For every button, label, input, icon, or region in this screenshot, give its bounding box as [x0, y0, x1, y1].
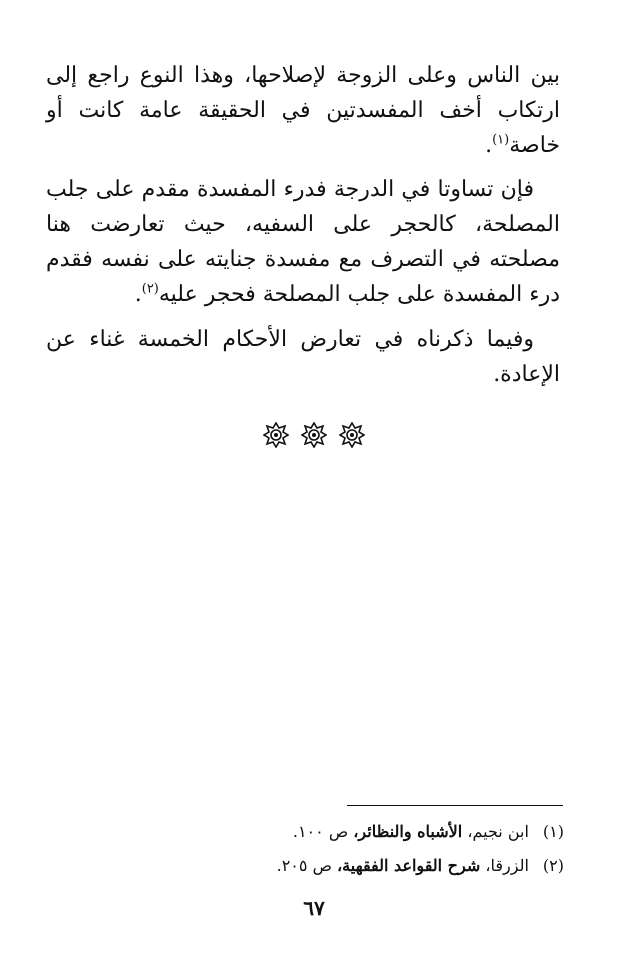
footnote-1	[46, 815, 564, 849]
footnotes	[46, 815, 564, 883]
footnote-book-title: الأشباه والنظائر،	[353, 822, 463, 841]
footnote-page: ص ١٠٠.	[292, 822, 349, 841]
paragraph-1-text: بين الناس وعلى الزوجة لإصلاحها، وهذا النوع راجع إلى ارتكاب أخف المفسدتين في الحقيقة عامة كانت أو خاصة	[46, 63, 560, 158]
footnote-divider	[347, 805, 563, 806]
paragraph-1-end: .	[485, 133, 493, 158]
section-divider	[0, 422, 628, 448]
footnote-ref-1: (١)	[492, 132, 510, 148]
paragraph-1	[46, 58, 560, 163]
page-number: ٦٧	[303, 896, 325, 920]
paragraph-3-text: وفيما ذكرناه في تعارض الأحكام الخمسة غناء عن الإعادة.	[46, 327, 560, 387]
eight-point-star-icon	[301, 422, 327, 448]
footnote-number: (١)	[542, 822, 564, 841]
paragraph-3	[46, 322, 560, 392]
eight-point-star-icon	[339, 422, 365, 448]
footnote-book-title: شرح القواعد الفقهية،	[337, 856, 481, 875]
footnote-author: الزرقا،	[485, 856, 529, 875]
footnote-number: (٢)	[542, 856, 564, 875]
footnote-page: ص ٢٠٥.	[276, 856, 332, 875]
paragraph-2-end: .	[134, 282, 142, 307]
footnote-ref-2: (٢)	[141, 281, 159, 297]
paragraph-2	[46, 172, 560, 312]
paragraph-2-text: فإن تساوتا في الدرجة فدرء المفسدة مقدم على جلب المصلحة، كالحجر على السفيه، حيث تعارضت هنا مصلحته في التصرف مع مفسدة جنايته على نفسه فقدم درء المفسدة على جلب المصلحة فحجر عليه	[46, 177, 560, 307]
footnote-2	[46, 849, 564, 883]
footnote-author: ابن نجيم،	[467, 822, 529, 841]
eight-point-star-icon	[263, 422, 289, 448]
